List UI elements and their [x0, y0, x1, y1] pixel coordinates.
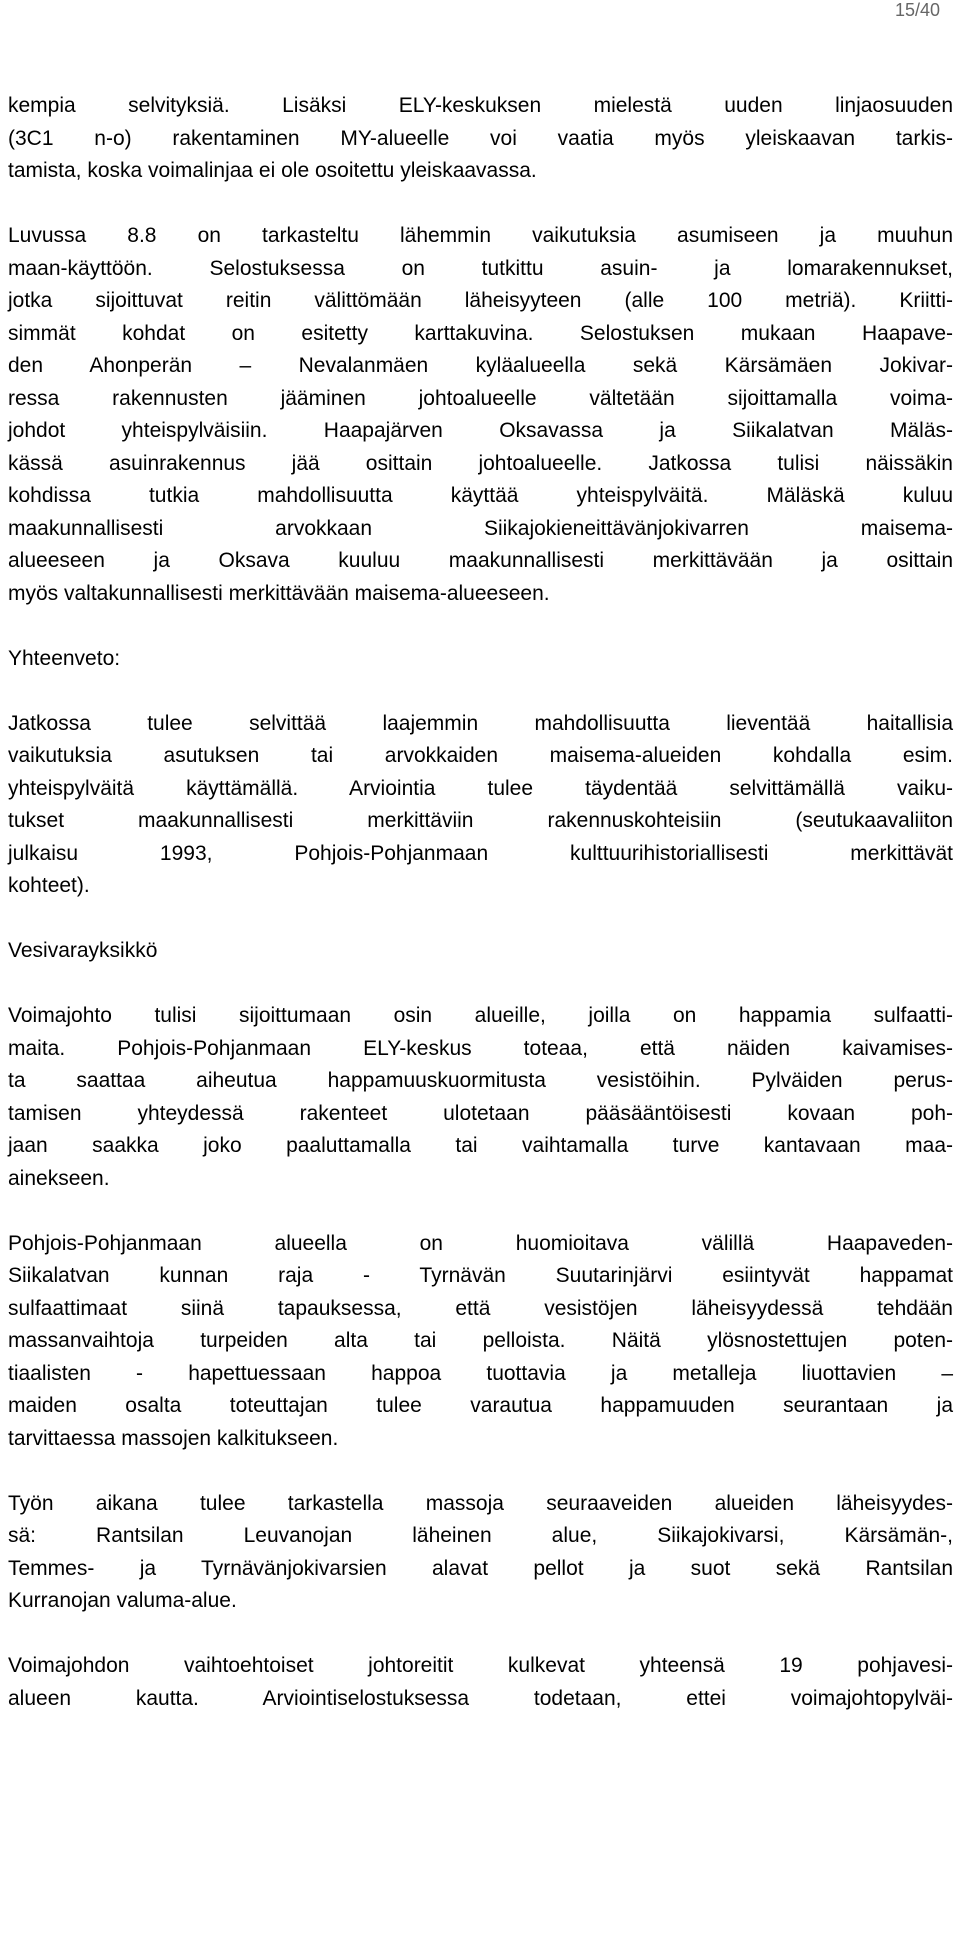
paragraph-sulfate-soils: [8, 1000, 953, 1195]
text-line: Jatkossa tulee selvittää laajemmin mahdollisuutta lieventää haitallisia: [8, 711, 953, 735]
text-line: Siikalatvan kunnan raja - Tyrnävän Suutarinjärvi esiintyvät happamat: [8, 1264, 953, 1287]
paragraph-groundwater: [8, 1650, 953, 1715]
text-line: Työn aikana tulee tarkastella massoja seuraaveiden alueiden läheisyydes-: [8, 1491, 953, 1515]
text-line: yhteispylväitä käyttämällä. Arviointia tulee täydentää selvittämällä vaiku-: [8, 776, 953, 800]
text-line: sulfaattimaat siinä tapauksessa, että vesistöjen läheisyydessä tehdään: [8, 1296, 953, 1320]
text-line: jaan saakka joko paaluttamalla tai vaihtamalla turve kantavaan maa-: [8, 1134, 953, 1157]
text-line: vaikutuksia asutuksen tai arvokkaiden maisema-alueiden kohdalla esim.: [8, 744, 953, 767]
text-line: massanvaihtoja turpeiden alta tai pelloista. Näitä ylösnostettujen poten-: [8, 1329, 953, 1352]
text-line: Voimajohdon vaihtoehtoiset johtoreitit kulkevat yhteensä 19 pohjavesi-: [8, 1654, 953, 1677]
heading-water-unit: [8, 935, 953, 968]
text-line: tukset maakunnallisesti merkittäviin rakennuskohteisiin (seutukaavaliiton: [8, 809, 953, 832]
text-line: kempia selvityksiä. Lisäksi ELY-keskuksen mielestä uuden linjaosuuden: [8, 94, 953, 117]
text-line: Pohjois-Pohjanmaan alueella on huomioitava välillä Haapaveden-: [8, 1231, 953, 1255]
text-line: maakunnallisesti arvokkaan Siikajokieneittävänjokivarren maisema-: [8, 516, 953, 540]
paragraph-acidic-sulfate: [8, 1228, 953, 1456]
text-line: simmät kohdat on esitetty karttakuvina. Selostuksen mukaan Haapave-: [8, 321, 953, 345]
text-line: kohteet).: [8, 874, 90, 897]
text-line: maiden osalta toteuttajan tulee varautua happamuuden seurantaan ja: [8, 1394, 953, 1417]
text-line: Voimajohto tulisi sijoittumaan osin alueille, joilla on happamia sulfaatti-: [8, 1004, 953, 1027]
text-line: kohdissa tutkia mahdollisuutta käyttää yhteispylväitä. Mäläskä kuluu: [8, 484, 953, 507]
text-line: tamisen yhteydessä rakenteet ulotetaan pääsääntöisesti kovaan poh-: [8, 1101, 953, 1125]
text-line: Vesivarayksikkö: [8, 939, 158, 962]
text-line: tarvittaessa massojen kalkitukseen.: [8, 1426, 339, 1450]
text-line: myös valtakunnallisesti merkittävään maisema-alueeseen.: [8, 581, 550, 605]
paragraph-summary: [8, 708, 953, 903]
text-line: alueeseen ja Oksava kuuluu maakunnallisesti merkittävään ja osittain: [8, 549, 953, 572]
paragraph-ely-opinion: [8, 90, 953, 188]
text-line: Luvussa 8.8 on tarkasteltu lähemmin vaikutuksia asumiseen ja muuhun: [8, 224, 953, 247]
text-line: kässä asuinrakennus jää osittain johtoalueelle. Jatkossa tulisi näissäkin: [8, 451, 953, 475]
text-line: Temmes- ja Tyrnävänjokivarsien alavat pellot ja suot sekä Rantsilan: [8, 1556, 953, 1580]
document-body: [8, 90, 953, 1715]
text-line: Yhteenveto:: [8, 646, 121, 670]
text-line: tamista, koska voimalinjaa ei ole osoitettu yleiskaavassa.: [8, 159, 537, 182]
text-line: ta saattaa aiheutua happamuuskuormitusta vesistöihin. Pylväiden perus-: [8, 1069, 953, 1092]
text-line: maita. Pohjois-Pohjanmaan ELY-keskus toteaa, että näiden kaivamises-: [8, 1036, 953, 1060]
text-line: tiaalisten - hapettuessaan happoa tuottavia ja metalleja liuottavien –: [8, 1361, 953, 1385]
heading-summary: [8, 643, 953, 676]
paragraph-monitoring-areas: [8, 1488, 953, 1618]
text-line: julkaisu 1993, Pohjois-Pohjanmaan kulttuurihistoriallisesti merkittävät: [8, 841, 953, 865]
text-line: alueen kautta. Arviointiselostuksessa todetaan, ettei voimajohtopylväi-: [8, 1686, 953, 1710]
text-line: (3C1 n-o) rakentaminen MY-alueelle voi vaatia myös yleiskaavan tarkis-: [8, 126, 953, 150]
text-line: sä: Rantsilan Leuvanojan läheinen alue, Siikajokivarsi, Kärsämän-,: [8, 1524, 953, 1547]
text-line: ressa rakennusten jääminen johtoalueelle vältetään sijoittamalla voima-: [8, 386, 953, 410]
text-line: johdot yhteispylväisiin. Haapajärven Oksavassa ja Siikalatvan Mäläs-: [8, 419, 953, 442]
text-line: ainekseen.: [8, 1166, 110, 1190]
text-line: jotka sijoittuvat reitin välittömään läheisyyteen (alle 100 metriä). Kriitti-: [8, 289, 953, 312]
text-line: maan-käyttöön. Selostuksessa on tutkittu asuin- ja lomarakennukset,: [8, 256, 953, 280]
paragraph-housing-impacts: [8, 220, 953, 610]
text-line: den Ahonperän – Nevalanmäen kyläalueella sekä Kärsämäen Jokivar-: [8, 354, 953, 377]
text-line: Kurranojan valuma-alue.: [8, 1589, 237, 1612]
page-number: 15/40: [894, 0, 940, 20]
